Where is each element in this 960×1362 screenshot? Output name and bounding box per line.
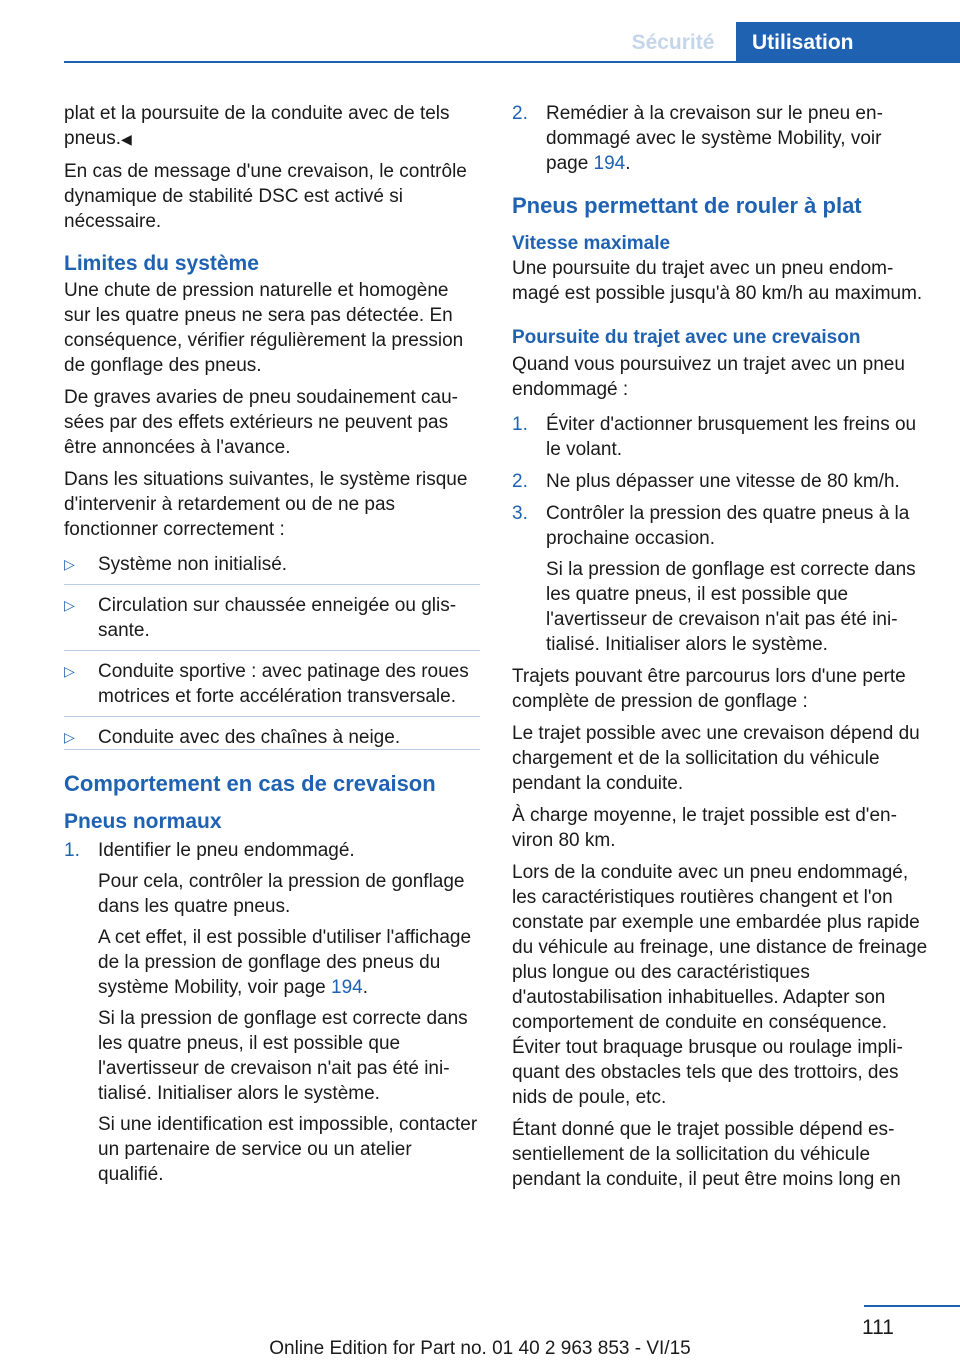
step-number: 3.	[512, 503, 528, 524]
paragraph: À charge moyenne, le trajet possible est d'environ 80 km.	[512, 805, 897, 851]
step-number: 2.	[512, 471, 528, 492]
step-number: 1.	[512, 414, 528, 435]
paragraph	[64, 101, 480, 152]
list-item	[64, 659, 480, 717]
triangle-bullet-icon: ▷	[64, 663, 75, 679]
steps-list	[64, 838, 480, 1187]
triangle-bullet-icon: ▷	[64, 729, 75, 745]
list-item-text: Système non initialisé.	[98, 554, 288, 575]
page-number: 111	[862, 1316, 894, 1339]
right-column	[512, 101, 928, 1199]
heading-limites: Limites du système	[64, 252, 259, 275]
paragraph: Une poursuite du trajet avec un pneu endommagé est possible jusqu'à 80 km/h au maximum.	[512, 258, 923, 304]
tab-utilisation[interactable]: Utilisation	[736, 22, 960, 63]
step-subparagraph: Pour cela, contrôler la pression de gonflage dans les quatre pneus.	[98, 871, 465, 917]
step-subparagraph	[98, 925, 480, 1000]
list-item	[64, 552, 480, 585]
paragraph: Une chute de pression naturelle et homogène sur les quatre pneus ne sera pas détectée. En conséquence, vérifier régulièrement la pression de gonflage des pneus.	[64, 280, 464, 376]
paragraph: De graves avaries de pneu soudainement causées par des effets extérieurs ne peuvent pas être annoncées à l'avance.	[64, 387, 458, 458]
paragraph: Lors de la conduite avec un pneu endommagé, les caractéristiques routières changent et l'on constate par exemple une embardée plus rapide du véhicule au freinage, une distance de freinage plus longue ou des caractéristiques d'autostabilisation inhabituelles. Adapter son comportement de conduite en conséquence. Éviter tout braquage brusque ou roulage impliquant des obstacles tels que des trottoirs, des nids de poule, etc.	[512, 862, 928, 1108]
triangle-bullet-icon: ▷	[64, 597, 75, 613]
end-mark-icon: ◀	[121, 131, 132, 147]
footer-rule	[864, 1305, 960, 1307]
step-number: 1.	[64, 840, 80, 861]
left-column	[64, 101, 480, 1194]
list-item-text: Conduite sportive : avec patinage des roues motrices et forte accélération transversale.	[98, 661, 469, 707]
edition-footer: Online Edition for Part no. 01 40 2 963 853 - VI/15	[269, 1338, 691, 1359]
step-number: 2.	[512, 103, 528, 124]
list-item	[512, 469, 928, 494]
list-item	[512, 501, 928, 657]
step-text: Contrôler la pression des quatre pneus à la prochaine occasion.	[546, 503, 910, 549]
step-subparagraph: Si la pression de gonflage est correcte dans les quatre pneus, il est possible que l'avertisseur de crevaison n'ait pas été initialisé. Initialiser alors le système.	[546, 559, 916, 655]
list-item	[64, 838, 480, 1187]
step-text: Identifier le pneu endommagé.	[98, 840, 355, 861]
heading-poursuite: Poursuite du trajet avec une crevaison	[512, 327, 861, 348]
list-item-text: Conduite avec des chaînes à neige.	[98, 727, 401, 748]
paragraph: En cas de message d'une crevaison, le contrôle dynamique de stabilité DSC est activé si nécessaire.	[64, 161, 467, 232]
paragraph: Quand vous poursuivez un trajet avec un pneu endommagé :	[512, 354, 905, 400]
punctuation: .	[362, 977, 368, 998]
list-item	[64, 593, 480, 651]
paragraph: Trajets pouvant être parcourus lors d'une perte complète de pression de gonflage :	[512, 666, 906, 712]
heading-roulage-a-plat: Pneus permettant de rouler à plat	[512, 193, 862, 218]
triangle-bullet-icon: ▷	[64, 556, 75, 572]
list-item	[512, 101, 928, 176]
list-item-text: Circulation sur chaussée enneigée ou glissante.	[98, 595, 457, 641]
steps-list	[512, 412, 928, 657]
step-subparagraph: Si la pression de gonflage est correcte dans les quatre pneus, il est possible que l'avertisseur de crevaison n'ait pas été initialisé. Initialiser alors le système.	[98, 1008, 468, 1104]
list-item	[512, 412, 928, 462]
heading-pneus-normaux: Pneus normaux	[64, 810, 222, 833]
step-text: Remédier à la crevaison sur le pneu endommagé avec le système Mobility, voir page	[546, 103, 883, 174]
header-rule	[64, 61, 960, 63]
heading-comportement: Comportement en cas de crevaison	[64, 771, 436, 796]
paragraph: Le trajet possible avec une crevaison dépend du chargement et de la sollicitation du véhicule pendant la conduite.	[512, 723, 920, 794]
page-link[interactable]: 194	[593, 153, 626, 174]
heading-vitesse-maximale: Vitesse maximale	[512, 233, 671, 254]
tab-securite[interactable]: Sécurité	[631, 31, 715, 54]
step-text: Éviter d'actionner brusquement les freins ou le volant.	[546, 414, 917, 460]
paragraph: Étant donné que le trajet possible dépend essentiellement de la sollicitation du véhicule pendant la conduite, il peut être moins long en	[512, 1119, 901, 1190]
step-subparagraph-text: A cet effet, il est possible d'utiliser l'affichage de la pression de gonflage des pneus du système Mobility, voir page	[98, 927, 472, 998]
list-item	[64, 725, 480, 750]
bullet-list	[64, 552, 480, 750]
paragraph-text: plat et la poursuite de la conduite avec de tels pneus.	[64, 103, 450, 149]
step-text: Ne plus dépasser une vitesse de 80 km/h.	[546, 471, 900, 492]
punctuation: .	[625, 153, 631, 174]
step-subparagraph: Si une identification est impossible, contacter un partenaire de service ou un atelier qualifié.	[98, 1114, 478, 1185]
page-link[interactable]: 194	[331, 977, 363, 998]
steps-list	[512, 101, 928, 176]
paragraph: Dans les situations suivantes, le système risque d'intervenir à retardement ou de ne pas fonctionner correctement :	[64, 469, 468, 540]
